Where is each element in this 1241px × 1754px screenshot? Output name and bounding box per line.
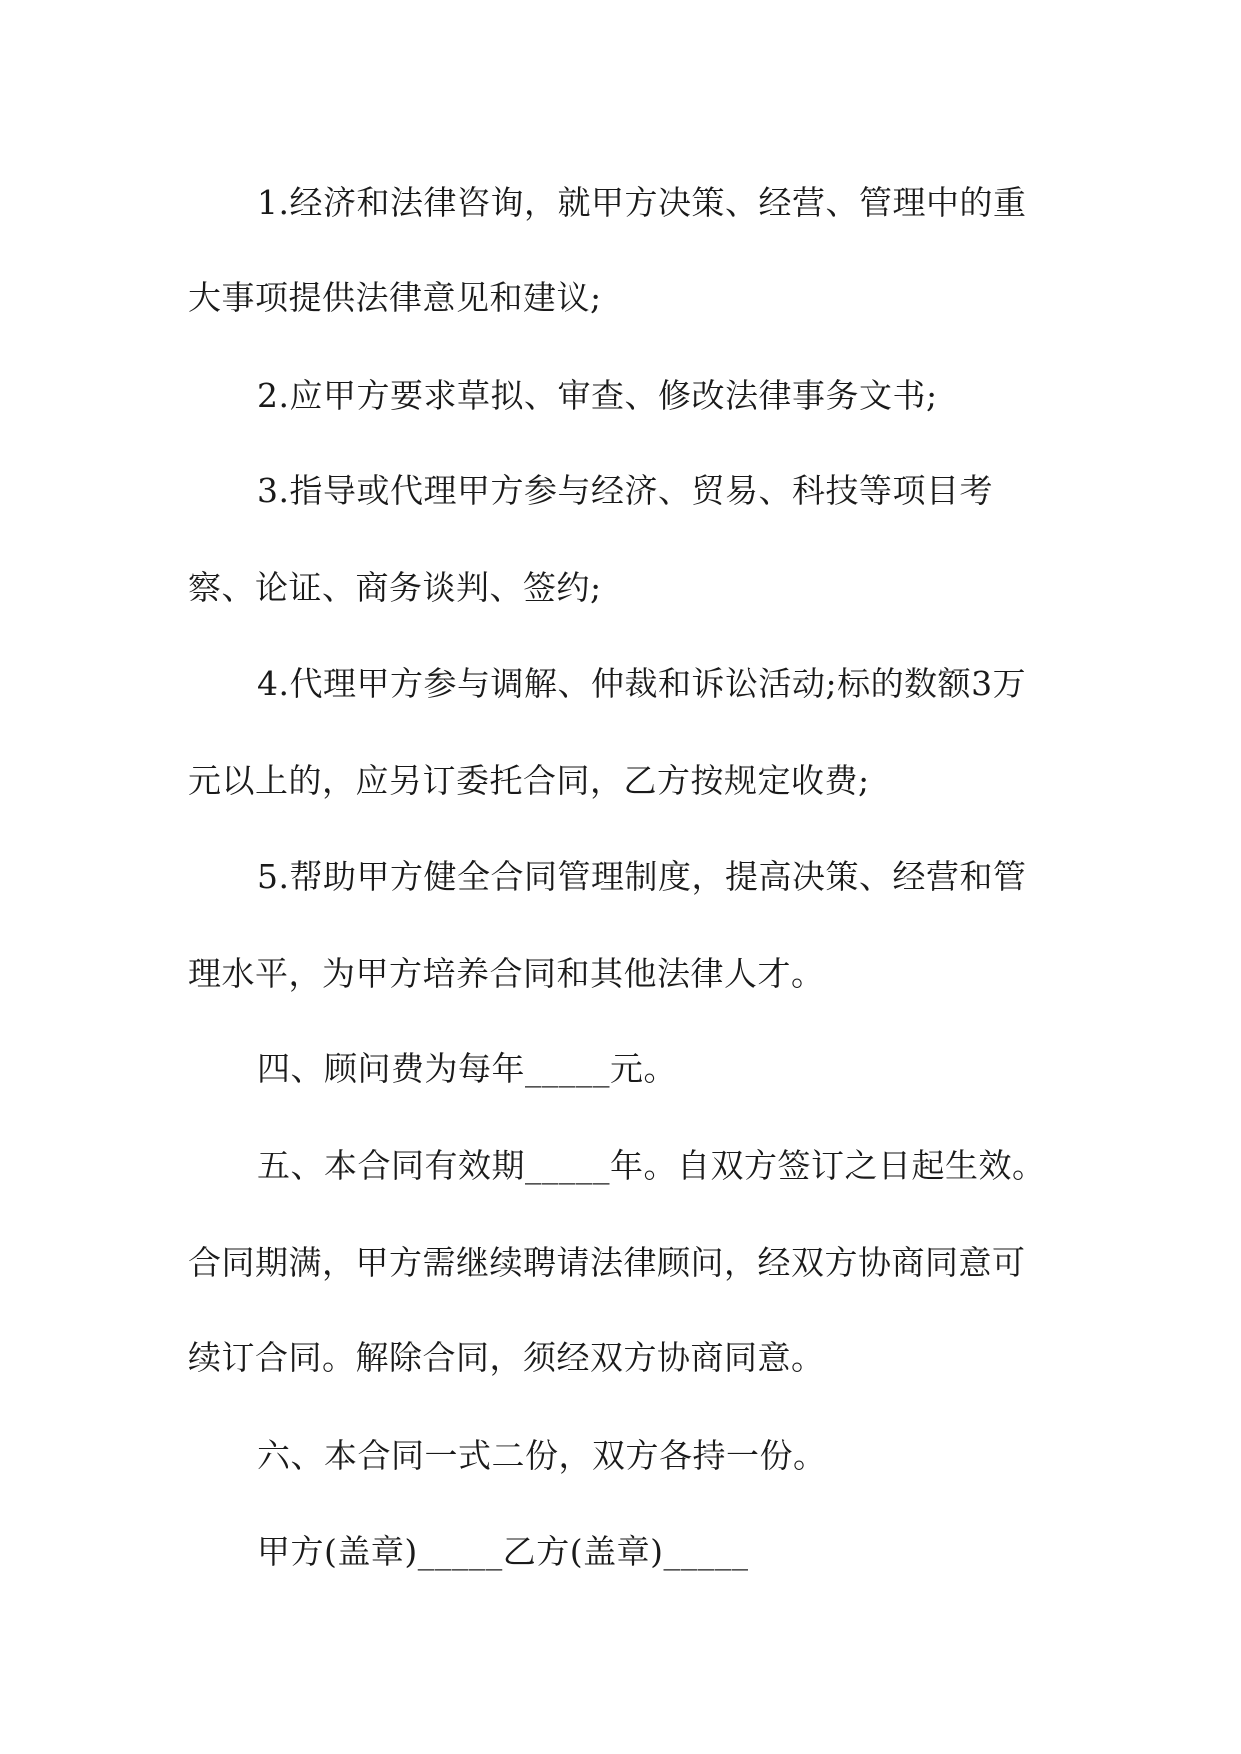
signature-line: 甲方(盖章)_____乙方(盖章)_____ <box>257 1532 749 1571</box>
clause-5-line-2: 理水平，为甲方培养合同和其他法律人才。 <box>188 954 825 993</box>
clause-3-line-1: 3.指导或代理甲方参与经济、贸易、科技等项目考 <box>257 471 993 510</box>
section-5-line-2: 合同期满，甲方需继续聘请法律顾问，经双方协商同意可 <box>188 1243 1026 1282</box>
section-5-line-3: 续订合同。解除合同，须经双方协商同意。 <box>188 1338 825 1377</box>
clause-2-line-1: 2.应甲方要求草拟、审查、修改法律事务文书; <box>257 376 938 415</box>
clause-3-line-2: 察、论证、商务谈判、签约; <box>188 568 602 607</box>
clause-4-line-2: 元以上的，应另订委托合同，乙方按规定收费; <box>188 761 870 800</box>
clause-1-line-2: 大事项提供法律意见和建议; <box>188 278 602 317</box>
section-6-copies: 六、本合同一式二份，双方各持一份。 <box>257 1436 827 1475</box>
clause-4-line-1: 4.代理甲方参与调解、仲裁和诉讼活动;标的数额3万 <box>257 664 1027 703</box>
clause-1-line-1: 1.经济和法律咨询，就甲方决策、经营、管理中的重 <box>257 183 1027 222</box>
section-5-line-1: 五、本合同有效期_____年。自双方签订之日起生效。 <box>257 1146 1046 1185</box>
clause-5-line-1: 5.帮助甲方健全合同管理制度，提高决策、经营和管 <box>257 857 1027 896</box>
section-4-fee: 四、顾问费为每年_____元。 <box>257 1049 677 1088</box>
